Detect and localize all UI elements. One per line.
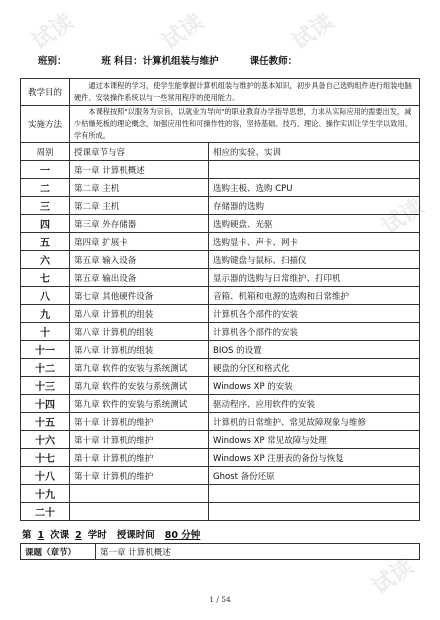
lab-cell: Ghost 备份还原	[209, 467, 420, 485]
schedule-row	[21, 233, 420, 251]
watermark: 试读	[27, 9, 79, 56]
schedule-row	[21, 395, 420, 413]
chapter-cell: 第五章 输入设备	[70, 251, 209, 269]
chapter-cell: 第九章 软件的安装与系统测试	[70, 359, 209, 377]
lab-cell: 选购显卡、声卡、网卡	[209, 233, 420, 251]
chapter-cell	[70, 503, 209, 521]
lesson-hours-label: 学时	[87, 530, 107, 541]
lab-cell: 硬盘的分区和格式化	[209, 359, 420, 377]
topic-row	[21, 544, 420, 560]
chapter-cell: 第十章 计算机的维护	[70, 449, 209, 467]
schedule-row	[21, 287, 420, 305]
lesson-hours: 2	[75, 530, 82, 541]
week-cell: 三	[21, 197, 70, 215]
week-cell: 十五	[21, 413, 70, 431]
lab-cell: Windows XP 注册表的备份与恢复	[209, 449, 420, 467]
method-text: 本课程按照"以服务为宗旨，以就业为导向"的职业教育办学指导思想，力求从实际应用的需要出发，减少枯燥死板的理论概念，加强应用性和可操作性的容，坚持基础、技巧、理论、操作实训让学生学以致用、学有所成。	[70, 106, 420, 143]
schedule-row	[21, 215, 420, 233]
schedule-header-row	[21, 143, 420, 161]
schedule-row	[21, 251, 420, 269]
lab-cell: 计算机的日常维护、常见故障现象与维修	[209, 413, 420, 431]
objectives-label: 教学目的	[21, 79, 70, 106]
schedule-row	[21, 305, 420, 323]
chapter-cell: 第四章 扩展卡	[70, 233, 209, 251]
week-cell: 十四	[21, 395, 70, 413]
lab-cell: BIOS 的设置	[209, 341, 420, 359]
schedule-row	[21, 503, 420, 521]
week-cell: 一	[21, 161, 70, 179]
lab-cell: 存储器的选购	[209, 197, 420, 215]
lab-cell: 选购硬盘、光驱	[209, 215, 420, 233]
lab-cell: Windows XP 常见故障与处理	[209, 431, 420, 449]
week-cell: 十九	[21, 485, 70, 503]
lab-cell: 计算机各个部件的安装	[209, 323, 420, 341]
schedule-body	[21, 161, 420, 521]
week-cell: 八	[21, 287, 70, 305]
lab-cell: 选购主板、选购 CPU	[209, 179, 420, 197]
week-cell: 十二	[21, 359, 70, 377]
week-cell: 十三	[21, 377, 70, 395]
week-cell: 四	[21, 215, 70, 233]
schedule-row	[21, 413, 420, 431]
lesson-info	[22, 527, 206, 541]
chapter-cell: 第十章 计算机的维护	[70, 431, 209, 449]
lesson-prefix: 第	[22, 530, 32, 541]
chapter-cell: 第一章 计算机概述	[70, 161, 209, 179]
chapter-header: 授课章节与容	[70, 143, 209, 161]
chapter-cell: 第十章 计算机的维护	[70, 467, 209, 485]
week-cell: 十一	[21, 341, 70, 359]
chapter-cell: 第八章 计算机的组装	[70, 323, 209, 341]
schedule-row	[21, 485, 420, 503]
objectives-row	[21, 79, 420, 106]
lesson-time-label: 授课时间	[116, 530, 155, 541]
watermark: 试读	[287, 9, 339, 56]
subject-label: 班 科目：计算机组装与维护	[101, 56, 219, 67]
chapter-cell: 第九章 软件的安装与系统测试	[70, 377, 209, 395]
chapter-cell	[70, 485, 209, 503]
watermark: 试读	[367, 554, 419, 601]
lab-cell: 音箱、机箱和电源的选购和日常维护	[209, 287, 420, 305]
schedule-row	[21, 431, 420, 449]
lab-cell: 选购键盘与鼠标、扫描仪	[209, 251, 420, 269]
chapter-cell: 第八章 计算机的组装	[70, 305, 209, 323]
chapter-cell: 第十章 计算机的维护	[70, 413, 209, 431]
schedule-row	[21, 359, 420, 377]
schedule-row	[21, 377, 420, 395]
lab-cell: 显示器的选购与日常维护、打印机	[209, 269, 420, 287]
topic-table	[20, 543, 420, 560]
document-header	[38, 53, 418, 67]
watermark: 试读	[377, 194, 429, 241]
lab-header: 相应的实验、实训	[209, 143, 420, 161]
week-cell: 六	[21, 251, 70, 269]
lab-cell: Windows XP 的安装	[209, 377, 420, 395]
week-cell: 二十	[21, 503, 70, 521]
lab-cell: 驱动程序、应用软件的安装	[209, 395, 420, 413]
page-number: 1 / 54	[209, 595, 231, 604]
chapter-cell: 第九章 软件的安装与系统测试	[70, 395, 209, 413]
week-cell: 五	[21, 233, 70, 251]
week-cell: 七	[21, 269, 70, 287]
syllabus-table	[20, 78, 420, 521]
chapter-cell: 第二章 主机	[70, 197, 209, 215]
schedule-row	[21, 467, 420, 485]
schedule-row	[21, 161, 420, 179]
lab-cell	[209, 503, 420, 521]
topic-value: 第一章 计算机概述	[96, 544, 420, 560]
schedule-row	[21, 269, 420, 287]
lab-cell	[209, 485, 420, 503]
method-label: 实施方法	[21, 106, 70, 143]
lesson-number: 1	[37, 530, 45, 541]
week-cell: 九	[21, 305, 70, 323]
objectives-text: 通过本课程的学习，使学生能掌握计算机组装与维护的基本知识，初步具备自己选购组件进行组装电脑硬件、安装操作系统以与一些常用程序的使用能力。	[70, 79, 420, 106]
lesson-time-value: 80 分钟	[164, 530, 201, 541]
lesson-count-label: 次课	[50, 530, 70, 541]
class-label: 班别：	[38, 56, 67, 67]
chapter-cell: 第二章 主机	[70, 179, 209, 197]
week-cell: 十八	[21, 467, 70, 485]
week-cell: 十六	[21, 431, 70, 449]
watermark: 试读	[157, 9, 209, 56]
week-cell: 二	[21, 179, 70, 197]
week-cell: 十七	[21, 449, 70, 467]
method-row	[21, 106, 420, 143]
schedule-row	[21, 323, 420, 341]
chapter-cell: 第三章 外存储器	[70, 215, 209, 233]
topic-label: 课题（章节）	[21, 544, 96, 560]
lab-cell	[209, 161, 420, 179]
week-cell: 十	[21, 323, 70, 341]
teacher-label: 课任教师：	[249, 56, 298, 67]
week-header: 周别	[21, 143, 70, 161]
chapter-cell: 第八章 计算机的组装	[70, 341, 209, 359]
schedule-row	[21, 197, 420, 215]
schedule-row	[21, 179, 420, 197]
chapter-cell: 第七章 其他硬件设备	[70, 287, 209, 305]
lab-cell: 计算机各个部件的安装	[209, 305, 420, 323]
schedule-row	[21, 449, 420, 467]
schedule-row	[21, 341, 420, 359]
chapter-cell: 第五章 输出设备	[70, 269, 209, 287]
